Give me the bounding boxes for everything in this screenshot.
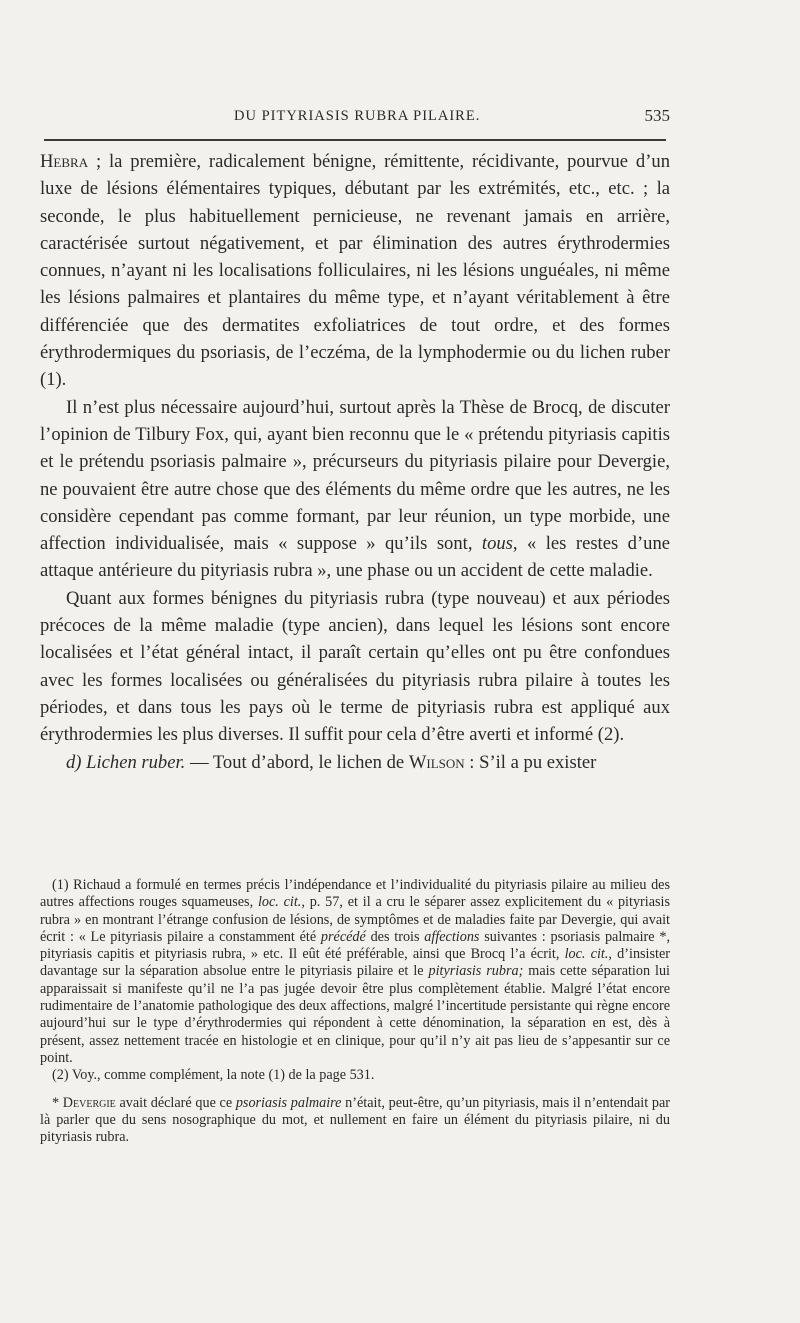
paragraph-2-text-a: Il n’est plus nécessaire aujourd’hui, surtout après la Thèse de Brocq, de discuter l’opinion de Tilbury Fox, qui, ayant bien reconnu que le « prétendu pityriasis capitis et le prétendu psoriasis palmaire », précurseurs du pityriasis pilaire pour Devergie, ne pouvaient être autre chose que des éléments du même ordre que les autres, ne les considère cependant pas comme formant, par leur réunion, un type morbide, une affection individualisée, mais « suppose » qu’ils sont, (40, 396, 670, 555)
paragraph-4-text-b: : S’il a pu exister (464, 751, 597, 773)
author-name-wilson: Wilson (408, 751, 465, 773)
paragraph-2-emphasis: tous (481, 533, 513, 555)
footnote-1-text-d: suivantes : psoriasis palmaire *, pityriasis capitis et pityriasis rubra, » etc. Il eût été préférable, ainsi que Brocq l’a écrit, (40, 928, 670, 963)
footnote-gap (40, 1085, 670, 1095)
paragraph-1-text: ; la première, radicalement bénigne, rémittente, récidivante, pourvue d’un luxe de lésions élémentaires typiques, débutant par les extrémités, etc., etc. ; la seconde, le plus habituellement pernicieuse, ne revenant jamais en arrière, caractérisée surtout négativement, et par élimination des autres érythrodermies connues, n’ayant ni les localisations folliculaires, ni les lésions unguéales, ni même les lésions palmaires et plantaires du même type, et n’ayant véritablement à être différenciée que des dermatites exfoliatrices de tout ordre, et des formes érythrodermiques du psoriasis, de l’eczéma, de la lymphodermie ou du lichen ruber (1). (40, 151, 670, 391)
footnote-star-emphasis: psoriasis palmaire (235, 1094, 342, 1111)
footnote-star-text-a: avait déclaré que ce (115, 1094, 236, 1111)
section-heading: d) Lichen ruber. (66, 751, 186, 773)
footnote-star-author: Devergie (62, 1094, 116, 1111)
footnote-star-text-b: n’était, peut-être, qu’un pityriasis, mais il n’entendait par là parler que du sens nosographique du mot, et nullement en faire un élément du pityriasis pilaire, ni du pityriasis rubra. (40, 1094, 670, 1146)
footnote-1-text-f: mais cette séparation lui apparaissait si manifeste qu’il ne l’a pas jugée devoir être plus complètement établie. Malgré l’état encore rudimentaire de l’anatomie pathologique des deux affections, malgré l’incertitude persistante qui règne encore aujourd’hui sur le type d’érythrodermies qui répondent à cette dénomination, la séparation en est, dès à présent, assez nettement tracée en histologie et en clinique, pour qu’il n’y ait pas lieu de s’appesantir sur ce point. (40, 963, 670, 1066)
paragraph-4-text-a: — Tout d’abord, le lichen de (185, 751, 409, 773)
footnote-star (40, 1095, 670, 1147)
paragraph-4 (40, 749, 670, 776)
author-name: Hebra (40, 151, 89, 172)
running-title: DU PITYRIASIS RUBRA PILAIRE. (234, 108, 481, 124)
footnote-1-loc-cit-1: loc. cit. (257, 894, 302, 911)
footnotes (40, 877, 670, 1146)
main-text (40, 148, 670, 776)
paragraph-3: Quant aux formes bénignes du pityriasis rubra (type nouveau) et aux périodes précoces de la même maladie (type ancien), dans lequel les lésions sont encore localisées et l’état général intact, il paraît certain qu’elles ont pu être confondues avec les formes localisées ou généralisées du pityriasis rubra pilaire à toutes les périodes, et dans tous les pays où le terme de pityriasis rubra est appliqué aux érythrodermies les plus diverses. Il suffit pour cela d’être averti et informé (2). (40, 587, 670, 746)
footnote-1-precede: précédé (320, 928, 366, 945)
footnote-1-text-e: , d’insister davantage sur la séparation absolue entre le pityriasis pilaire et le (40, 946, 670, 980)
footnote-1-text-a: (1) Richaud a formulé en termes précis l’indépendance et l’individualité du pityriasis pilaire au milieu des autres affections rouges squameuses, (40, 877, 670, 911)
paragraph-2-text-b: , « les restes d’une attaque antérieure du pityriasis rubra », une phase ou un accident de cette maladie. (40, 533, 670, 582)
footnote-2: (2) Voy., comme complément, la note (1) de la page 531. (52, 1067, 375, 1084)
footnote-1-pityriasis-rubra: pityriasis rubra; (428, 963, 524, 980)
paragraph-1 (40, 148, 670, 394)
header-rule (44, 139, 666, 141)
paragraph-2 (40, 394, 670, 585)
footnote-1-text-c: des trois (365, 928, 425, 945)
footnote-1-loc-cit-2: loc. cit. (564, 946, 609, 963)
footnote-1 (40, 877, 670, 1067)
running-header (40, 104, 670, 128)
footnote-1-text-b: , p. 57, et il a cru le séparer assez explicitement du « pityriasis rubra » en montrant l’étrange confusion de lésions, de symptômes et de maladies faite par Devergie, qui avait écrit : « Le pityriasis pilaire a constamment été (40, 894, 670, 945)
footnote-1-affections: affections (424, 928, 480, 945)
page-number: 535 (644, 106, 670, 125)
footnote-star-marker: * (52, 1094, 63, 1111)
